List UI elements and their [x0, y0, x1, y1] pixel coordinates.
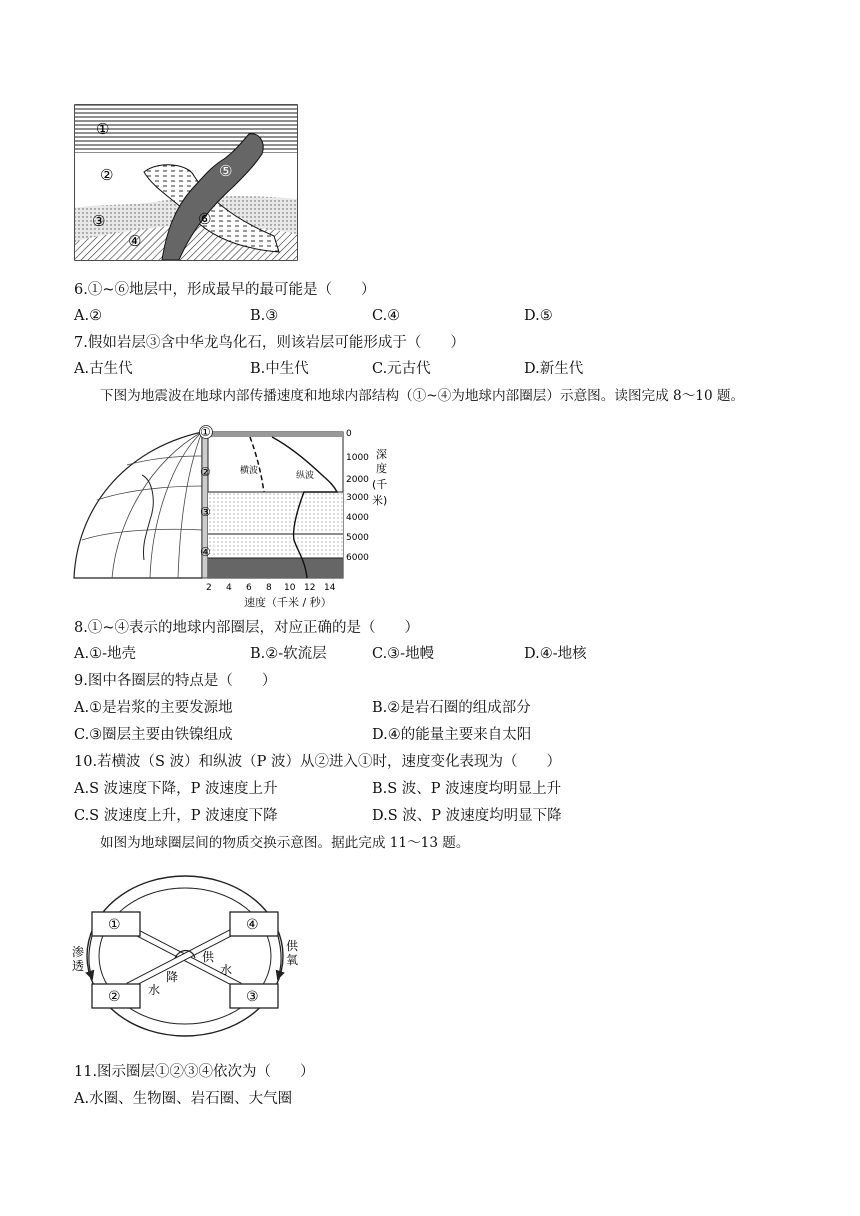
- q6-option-d[interactable]: D.⑤: [524, 308, 553, 324]
- q9-option-c[interactable]: C.③圈层主要由铁镍组成: [74, 727, 233, 743]
- arrow-label-left-2: 透: [72, 959, 85, 973]
- wave-label-s: 横波: [240, 466, 259, 476]
- arrow-label-right-1: 供: [286, 939, 299, 953]
- q10-option-d[interactable]: D.S 波、P 波速度均明显下降: [372, 808, 562, 824]
- q7-option-c[interactable]: C.元古代: [372, 361, 431, 377]
- box-1-label: ①: [108, 917, 121, 933]
- q7-option-d[interactable]: D.新生代: [524, 361, 584, 377]
- arrow-label-supply-1: 供: [202, 950, 215, 964]
- q7-option-a[interactable]: A.古生代: [74, 361, 133, 377]
- q8-option-c[interactable]: C.③-地幔: [372, 646, 435, 662]
- arrow-label-rain-1: 降: [166, 970, 179, 984]
- depth-tick-2000: 2000: [346, 475, 369, 485]
- strata-label-2: ②: [100, 166, 114, 184]
- strata-label-4: ④: [128, 232, 142, 250]
- depth-tick-4000: 4000: [346, 513, 369, 523]
- speed-tick-2: 2: [206, 583, 212, 593]
- q10-option-a[interactable]: A.S 波速度下降，P 波速度上升: [74, 781, 278, 797]
- depth-label-4: 米): [372, 494, 388, 507]
- wave-label-p: 纵波: [296, 471, 315, 481]
- q7-stem: 7.假如岩层③含中华龙鸟化石，则该岩层可能形成于（ ）: [74, 335, 465, 351]
- depth-tick-0: 0: [346, 429, 352, 439]
- q11-stem: 11.图示圈层①②③④依次为（ ）: [74, 1064, 315, 1080]
- speed-axis-label: 速度（千米 / 秒）: [244, 596, 332, 609]
- strata-figure: [74, 104, 302, 264]
- box-3-label: ③: [246, 989, 259, 1005]
- q6-option-c[interactable]: C.④: [372, 308, 401, 324]
- strata-label-3: ③: [92, 212, 106, 230]
- speed-tick-10: 10: [284, 583, 296, 593]
- q9-option-d[interactable]: D.④的能量主要来自太阳: [372, 727, 532, 743]
- exchange-figure: [70, 866, 300, 1046]
- speed-tick-14: 14: [324, 583, 336, 593]
- q6-option-a[interactable]: A.②: [74, 308, 103, 324]
- q11-option-a[interactable]: A.水圈、生物圈、岩石圈、大气圈: [74, 1091, 293, 1107]
- speed-tick-12: 12: [304, 583, 316, 593]
- speed-tick-4: 4: [226, 583, 232, 593]
- depth-label-3: (千: [372, 478, 388, 491]
- q10-stem: 10.若横波（S 波）和纵波（P 波）从②进入①时，速度变化表现为（ ）: [74, 754, 561, 770]
- q9-option-a[interactable]: A.①是岩浆的主要发源地: [74, 700, 233, 716]
- strata-label-5: ⑤: [219, 162, 233, 180]
- strata-label-6: ⑥: [198, 210, 212, 228]
- speed-tick-8: 8: [266, 583, 272, 593]
- q6-stem: 6.①~⑥地层中，形成最早的最可能是（ ）: [74, 282, 376, 298]
- arrow-label-supply-2: 水: [220, 963, 233, 977]
- speed-tick-6: 6: [246, 583, 252, 593]
- depth-tick-1000: 1000: [346, 453, 369, 463]
- seismic-figure: [72, 420, 402, 595]
- layer-label-2: ②: [200, 465, 211, 479]
- intro-8-10: 下图为地震波在地球内部传播速度和地球内部结构（①~④为地球内部圈层）示意图。读图完成 8～10 题。: [100, 388, 745, 404]
- q8-option-b[interactable]: B.②-软流层: [250, 646, 327, 662]
- q8-stem: 8.①~④表示的地球内部圈层，对应正确的是（ ）: [74, 620, 419, 636]
- strata-label-1: ①: [96, 120, 110, 138]
- layer-label-1: ①: [200, 425, 211, 439]
- arrow-label-right-2: 氧: [286, 953, 299, 967]
- depth-tick-5000: 5000: [346, 533, 369, 543]
- q8-option-a[interactable]: A.①-地壳: [74, 646, 136, 662]
- q9-stem: 9.图中各圈层的特点是（ ）: [74, 673, 277, 689]
- q10-option-c[interactable]: C.S 波速度上升，P 波速度下降: [74, 808, 278, 824]
- arrow-label-left-1: 渗: [72, 945, 85, 959]
- layer-label-4: ④: [200, 545, 211, 559]
- depth-label-2: 度: [376, 462, 387, 475]
- depth-tick-6000: 6000: [346, 553, 369, 563]
- q10-option-b[interactable]: B.S 波、P 波速度均明显上升: [372, 781, 562, 797]
- box-2-label: ②: [108, 989, 121, 1005]
- intro-11-13: 如图为地球圈层间的物质交换示意图。据此完成 11～13 题。: [100, 835, 470, 851]
- q8-option-d[interactable]: D.④-地核: [524, 646, 587, 662]
- layer-label-3: ③: [200, 505, 211, 519]
- q6-option-b[interactable]: B.③: [250, 308, 279, 324]
- depth-tick-3000: 3000: [346, 493, 369, 503]
- box-4-label: ④: [246, 917, 259, 933]
- q9-option-b[interactable]: B.②是岩石圈的组成部分: [372, 700, 531, 716]
- depth-label-1: 深: [376, 448, 387, 461]
- arrow-label-rain-2: 水: [148, 983, 161, 997]
- q7-option-b[interactable]: B.中生代: [250, 361, 309, 377]
